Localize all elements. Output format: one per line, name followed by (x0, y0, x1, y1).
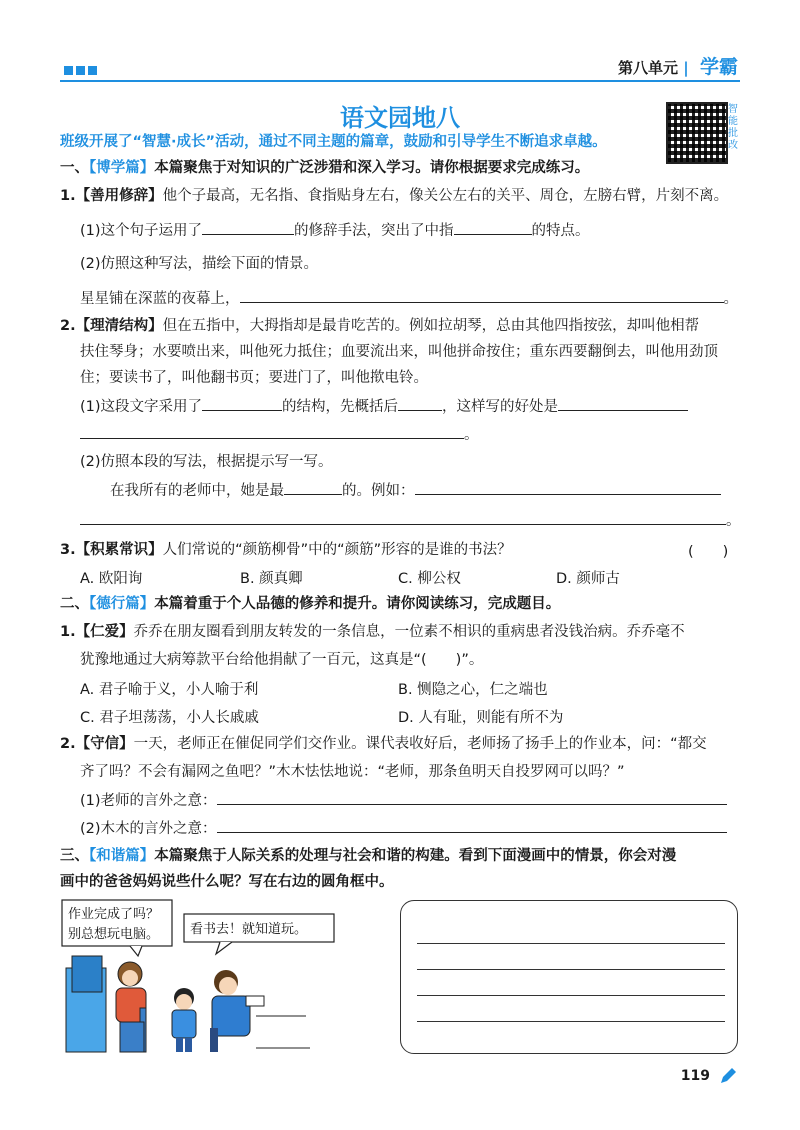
bubble-text: 作业完成了吗？ (68, 907, 160, 922)
answer-blank[interactable] (284, 480, 342, 495)
section-2-heading (60, 594, 560, 614)
option-c[interactable]: C. 柳公权 (398, 571, 461, 587)
option-b[interactable]: B. 恻隐之心，仁之端也 (398, 682, 548, 698)
answer-blank[interactable] (415, 480, 721, 495)
question-text: 乔乔在朋友圈看到朋友转发的一条信息，一位素不相识的重病患者没钱治病。乔乔毫不 (133, 624, 685, 640)
question-2 (60, 316, 699, 336)
period: 。 (464, 427, 479, 443)
q5-sub2 (80, 818, 727, 839)
book-icon (246, 996, 264, 1006)
question-number: 2. (60, 318, 76, 334)
qr-code-icon[interactable] (666, 102, 728, 164)
page-title: 语文园地八 (340, 104, 460, 132)
option-d[interactable]: D. 人有耻，则能有所不为 (398, 710, 564, 726)
question-tag: 【仁爱】 (75, 624, 134, 640)
answer-line (417, 943, 725, 944)
q2-sub2-cont (80, 510, 741, 531)
header-divider (60, 80, 740, 82)
answer-line (417, 995, 725, 996)
page-number: 119 (680, 1068, 710, 1084)
question-2-line-3: 住；要读书了，叫他翻书页；要进门了，叫他揿电铃。 (80, 370, 428, 386)
option-a[interactable]: A. 欧阳询 (80, 571, 143, 587)
answer-box[interactable] (400, 900, 738, 1054)
bubble-text: 看书去！就知道玩。 (190, 922, 308, 937)
section-text: 本篇聚焦于对知识的广泛涉猎和深入学习。请你根据要求完成练习。 (154, 160, 590, 176)
q1-sub1-text-a: (1)这个句子运用了 (80, 223, 203, 239)
section-1-heading (60, 158, 589, 178)
answer-blank[interactable] (202, 396, 282, 411)
comic-illustration (60, 898, 390, 1058)
answer-paren[interactable]: ( ) (688, 544, 729, 560)
answer-blank[interactable] (217, 818, 727, 833)
question-number: 2. (60, 736, 76, 752)
question-5 (60, 734, 707, 754)
answer-blank[interactable] (80, 510, 726, 525)
q2-sub1-text-c: ，这样写的好处是 (442, 399, 559, 415)
answer-blank[interactable] (80, 424, 464, 439)
option-d[interactable]: D. 颜师古 (556, 571, 620, 587)
section-prefix: 三、 (60, 848, 89, 864)
q1-sub2: (2)仿照这种写法，描绘下面的情景。 (80, 256, 319, 272)
section-3-heading (60, 846, 676, 866)
question-4-line-2: 犹豫地通过大病筹款平台给他捐献了一百元，这真是“( )”。 (80, 652, 484, 668)
question-number: 1. (60, 188, 76, 204)
question-tag: 【善用修辞】 (75, 188, 163, 204)
q2-sub1-cont (80, 424, 479, 445)
qr-label: 智能批改 (728, 104, 738, 151)
answer-blank[interactable] (398, 396, 442, 411)
q1-sub1-text-c: 的特点。 (531, 223, 590, 239)
question-text: 他个子最高，无名指、食指贴身左右，像关公左右的关平、周仓，左膀右臂，片刻不离。 (162, 188, 729, 204)
q2-sub1-text-b: 的结构，先概括后 (282, 399, 399, 415)
answer-line (417, 969, 725, 970)
section-tag: 【和谐篇】 (89, 848, 155, 864)
q1-sub2-prompt: 星星铺在深蓝的夜幕上， (80, 291, 240, 307)
question-number: 3. (60, 542, 76, 558)
q5-sub1 (80, 790, 727, 811)
question-tag: 【理清结构】 (75, 318, 163, 334)
unit-label: 第八单元 (618, 59, 679, 77)
q1-sub1-text-b: 的修辞手法，突出了中指 (294, 223, 454, 239)
section-prefix: 二、 (60, 596, 89, 612)
section-3-line-2: 画中的爸爸妈妈说些什么呢？写在右边的圆角框中。 (60, 874, 394, 890)
monitor-icon (72, 956, 102, 992)
section-prefix: 一、 (60, 160, 89, 176)
q1-sub1 (80, 220, 590, 241)
question-tag: 【积累常识】 (75, 542, 163, 558)
answer-blank[interactable] (240, 288, 724, 303)
section-text: 本篇着重于个人品德的修养和提升。请你阅读练习，完成题目。 (154, 596, 561, 612)
answer-blank[interactable] (202, 220, 294, 235)
period: 。 (726, 513, 741, 529)
section-tag: 【博学篇】 (89, 160, 155, 176)
bubble-text: 别总想玩电脑。 (68, 927, 160, 942)
q2-sub1-text-a: (1)这段文字采用了 (80, 399, 203, 415)
intro-text: 班级开展了“智慧·成长”活动，通过不同主题的篇章，鼓励和引导学生不断追求卓越。 (60, 134, 607, 150)
option-a[interactable]: A. 君子喻于义，小人喻于利 (80, 682, 259, 698)
q2-sub2: (2)仿照本段的写法，根据提示写一写。 (80, 454, 333, 470)
section-tag: 【德行篇】 (89, 596, 155, 612)
q1-sub2-line (80, 288, 738, 309)
question-text: 人们常说的“颜筋柳骨”中的“颜筋”形容的是谁的书法？ (162, 542, 512, 558)
section-text: 本篇聚焦于人际关系的处理与社会和谐的构建。看到下面漫画中的情景，你会对漫 (154, 848, 677, 864)
q5-sub1-label: (1)老师的言外之意： (80, 793, 217, 809)
option-b[interactable]: B. 颜真卿 (240, 571, 303, 587)
question-3 (60, 540, 512, 560)
question-2-line-2: 扶住琴身；水要喷出来，叫他死力抵住；血要流出来，叫他拼命按住；重东西要翻倒去，叫他用劲顶 (80, 344, 718, 360)
question-4 (60, 622, 685, 642)
brand-logo: 学霸 (699, 56, 738, 78)
question-5-line-2: 齐了吗？不会有漏网之鱼吧？”木木怯怯地说：“老师，那条鱼明天自投罗网可以吗？” (80, 764, 625, 780)
question-text: 但在五指中，大拇指却是最肯吃苦的。例如拉胡琴，总由其他四指按弦，却叫他相帮 (162, 318, 700, 334)
answer-blank[interactable] (217, 790, 727, 805)
answer-blank[interactable] (558, 396, 688, 411)
period: 。 (723, 291, 738, 307)
q2-sub2-line (110, 480, 721, 501)
q5-sub2-label: (2)木木的言外之意： (80, 821, 217, 837)
q2-sub1 (80, 396, 688, 417)
q2-sub2-text-b: 的。例如： (342, 483, 415, 499)
option-c[interactable]: C. 君子坦荡荡，小人长戚戚 (80, 710, 259, 726)
question-text: 一天，老师正在催促同学们交作业。课代表收好后，老师扬了扬手上的作业本，问：“都交 (133, 736, 707, 752)
child-body (172, 1010, 196, 1038)
header-unit: 第八单元 | 学霸 (618, 56, 738, 78)
answer-blank[interactable] (454, 220, 532, 235)
answer-line (417, 1021, 725, 1022)
q2-sub2-text-a: 在我所有的老师中，她是最 (110, 483, 284, 499)
header-decoration (64, 60, 100, 79)
question-1 (60, 186, 728, 206)
question-tag: 【守信】 (75, 736, 134, 752)
question-number: 1. (60, 624, 76, 640)
pencil-icon (718, 1066, 738, 1086)
